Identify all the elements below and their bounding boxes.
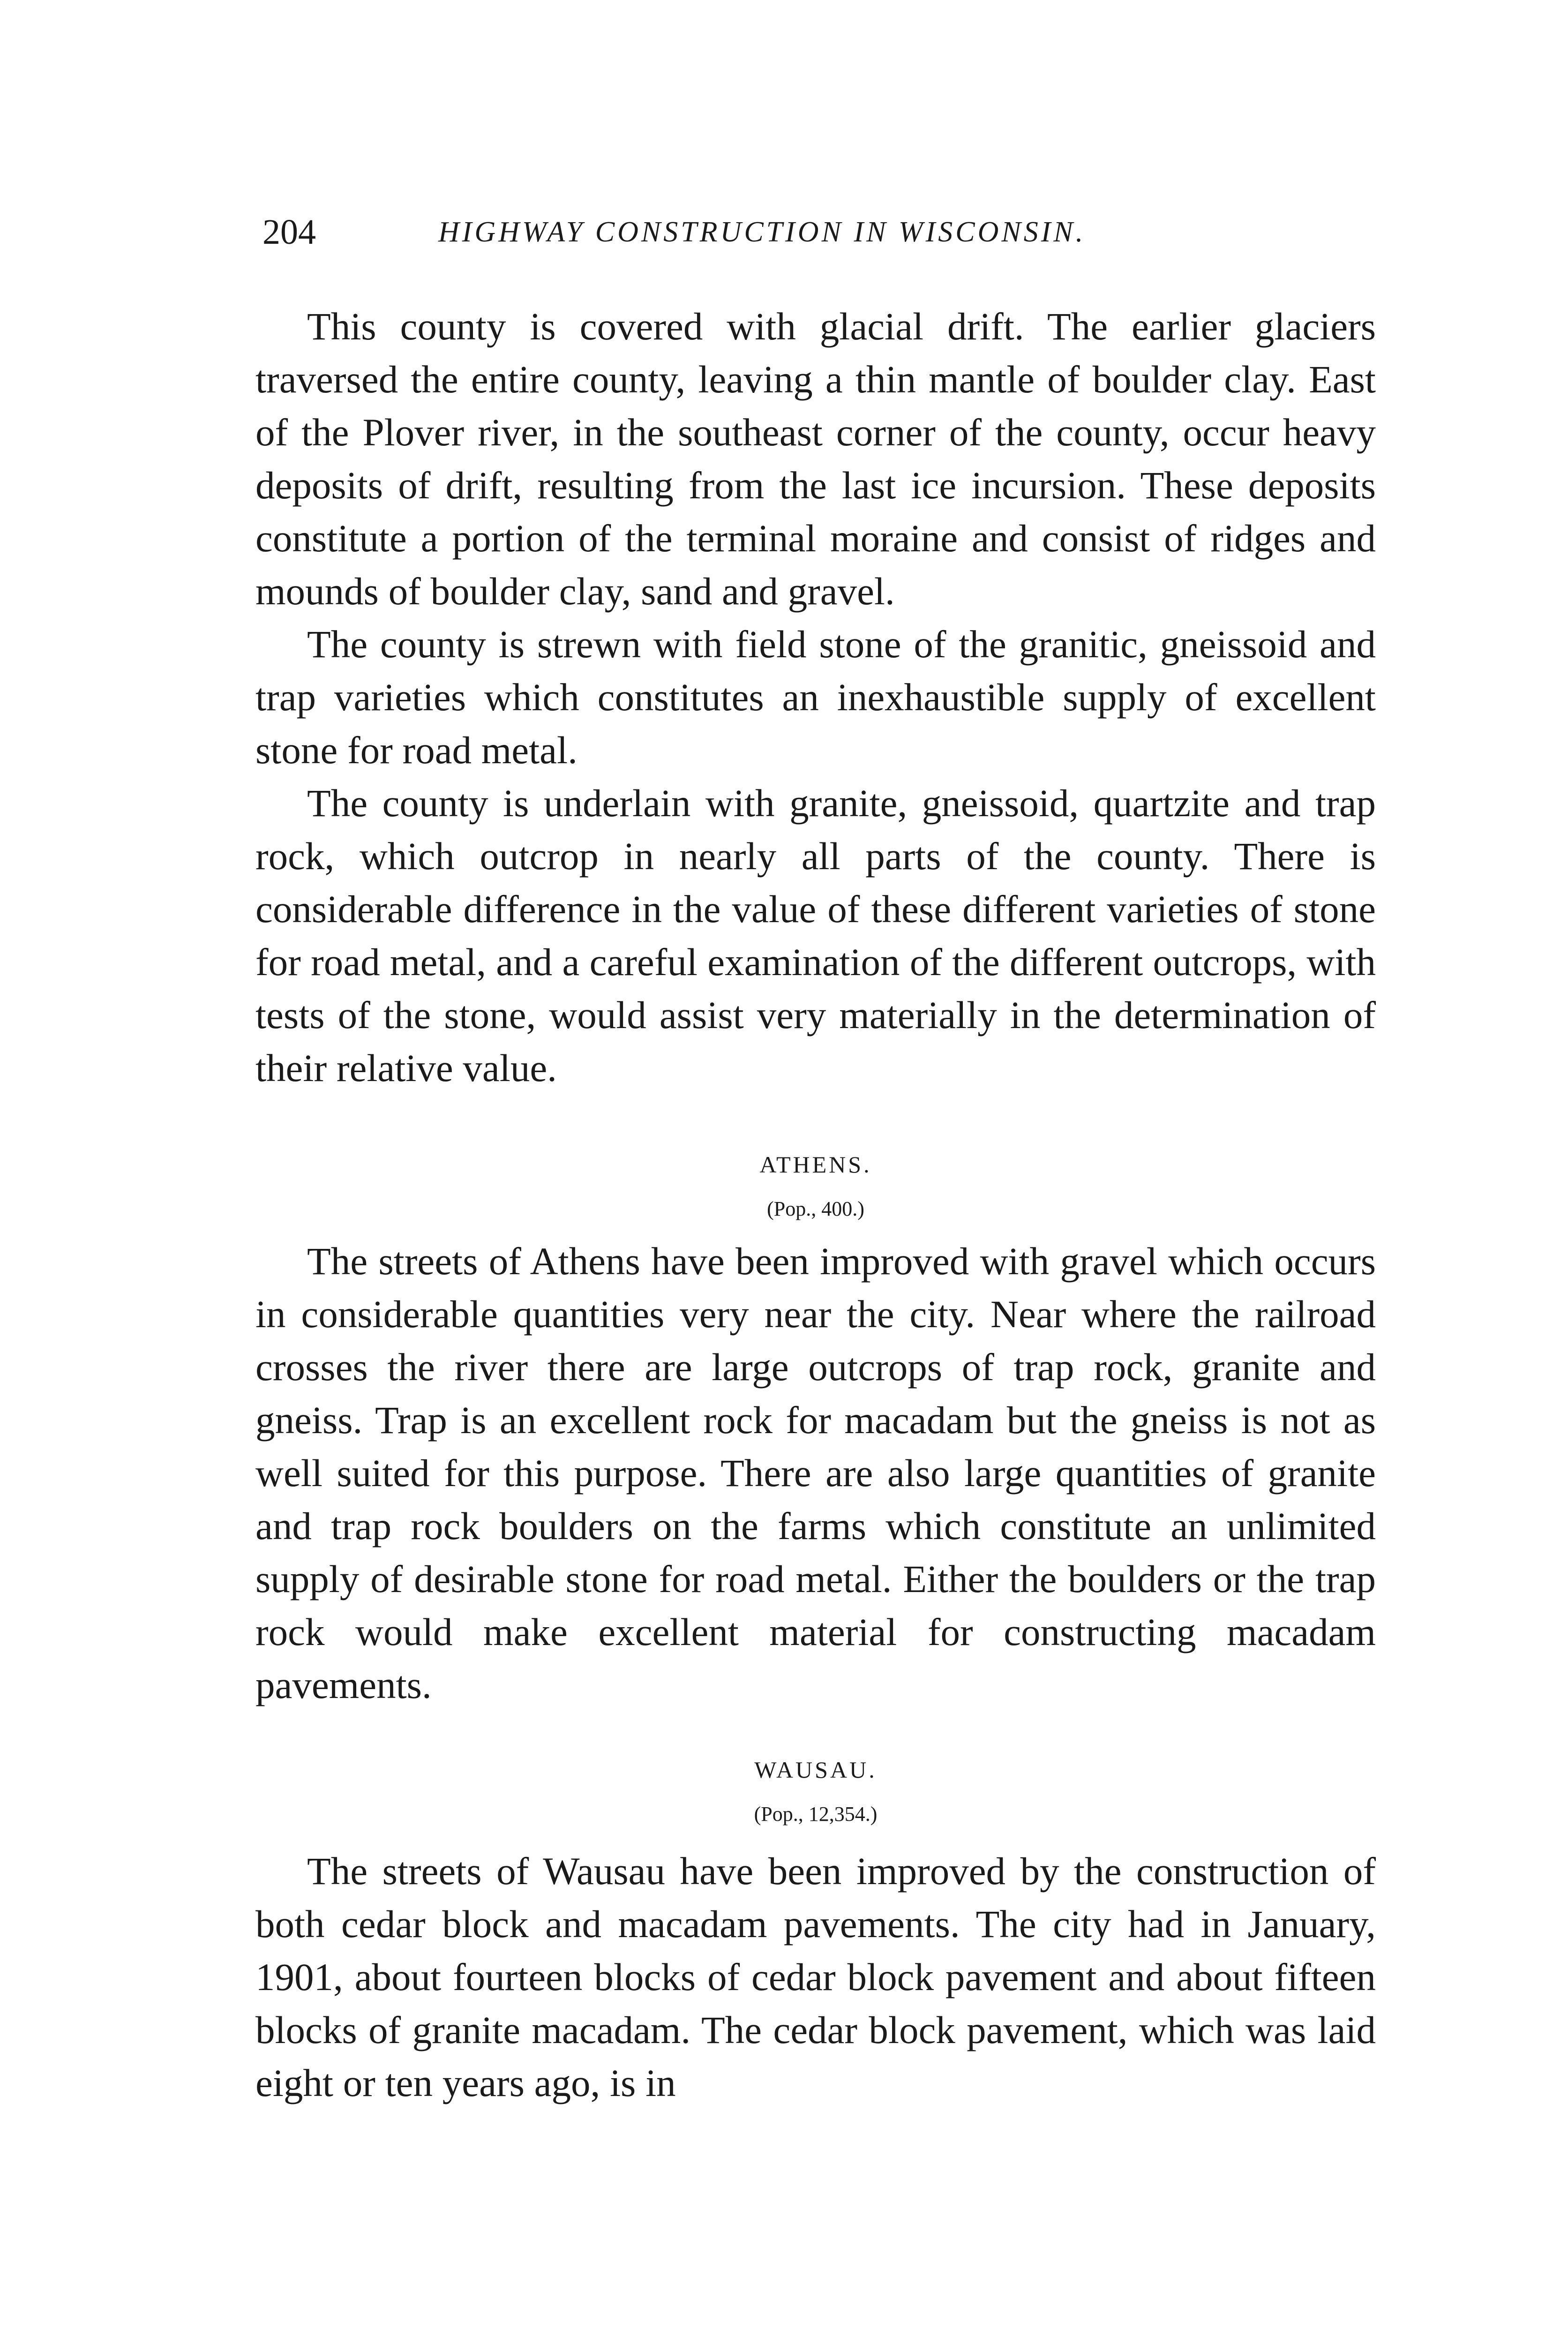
page-number: 204 [263, 212, 316, 252]
paragraph-field-stone: The county is strewn with field stone of the granitic, gneissoid and trap varieties which constitutes an inexhaustible supply of excellent stone for road metal. [255, 623, 1376, 772]
athens-population: (Pop., 400.) [767, 1197, 864, 1220]
paragraph-underlying-rock: The county is underlain with granite, gneissoid, quartzite and trap rock, which outcrop in nearly all parts of the county. There is considerable difference in the value of these different varieties of stone for road metal, and a careful examination of the different outcrops, with tests of the stone, would assist very materially in the determination of their relative value. [255, 781, 1376, 1089]
running-head [263, 212, 1388, 263]
athens-heading: ATHENS. [759, 1151, 872, 1178]
paragraph-glacial-drift: This county is covered with glacial drift. The earlier glaciers traversed the entire county, leaving a thin mantle of boulder clay. East of the Plover river, in the southeast corner of the county, occur heavy deposits of drift, resulting from the last ice incursion. These deposits constitute a portion of the terminal moraine and consist of ridges and mounds of boulder clay, sand and gravel. [255, 305, 1376, 613]
wausau-population: (Pop., 12,354.) [754, 1803, 878, 1826]
athens-paragraph: The streets of Athens have been improved with gravel which occurs in considerable quantities very near the city. Near where the railroad crosses the river there are large outcrops of trap rock, granite and gneiss. Trap is an excellent rock for macadam but the gneiss is not as well suited for this purpose. There are also large quantities of granite and trap rock boulders on the farms which constitute an unlimited supply of desirable stone for road metal. Either the boulders or the trap rock would make excellent material for constructing macadam pavements. [255, 1240, 1376, 1706]
body-text [255, 300, 1376, 2110]
wausau-paragraph: The streets of Wausau have been improved by the construction of both cedar block and macadam pavements. The city had in January, 1901, about fourteen blocks of cedar block pavement and about fifteen blocks of granite macadam. The cedar block pavement, which was laid eight or ten years ago, is in [255, 1849, 1376, 2104]
running-title: HIGHWAY CONSTRUCTION IN WISCONSIN. [438, 216, 1086, 248]
wausau-heading: WAUSAU. [754, 1757, 877, 1783]
